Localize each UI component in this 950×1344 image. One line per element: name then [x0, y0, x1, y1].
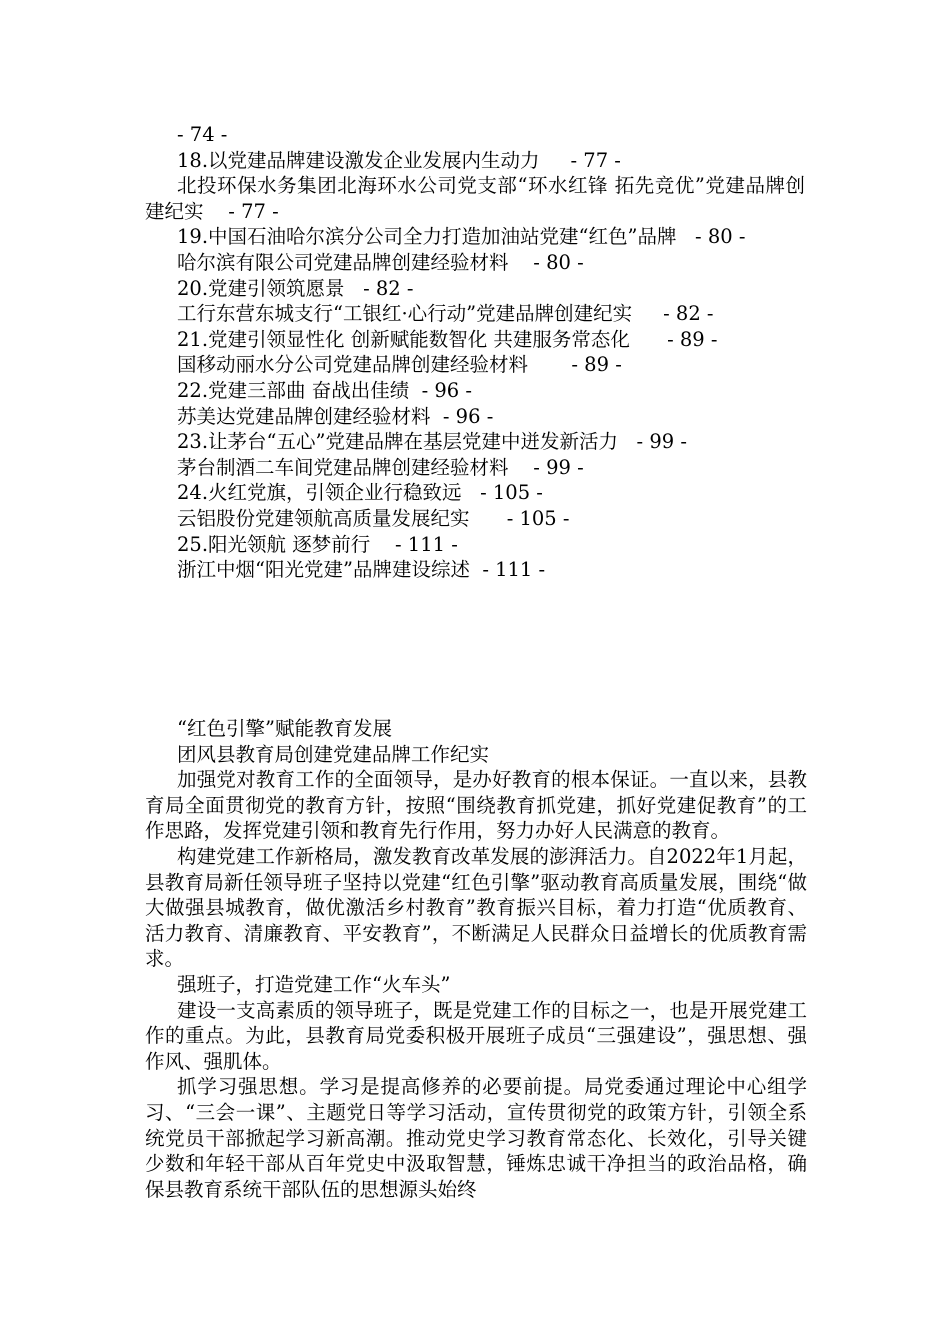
toc-line: 24.火红党旗，引领企业行稳致远 - 105 - [177, 481, 543, 505]
section-heading: 强班子，打造党建工作“火车头” [177, 972, 451, 996]
toc-line: - 74 - [177, 123, 228, 146]
toc-line: 22.党建三部曲 奋战出佳绩 - 96 - [177, 378, 472, 402]
toc-line: 18.以党建品牌建设激发企业发展内生动力 - 77 - [177, 148, 621, 172]
paragraph: 构建党建工作新格局，激发教育改革发展的澎湃活力。自2022年1月起，县教育局新任领导班子坚持以党建“红色引擎”驱动教育高质量发展，围绕“做大做强县城教育，做优激活乡村教育”教育振兴目标，着力打造“优质教育、活力教育、清廉教育、平安教育”，不断满足人民群众日益增长的优质教育需求。 [145, 844, 807, 971]
article-title: “红色引擎”赋能教育发展 [177, 717, 392, 740]
toc-line: 苏美达党建品牌创建经验材料 - 96 - [177, 404, 494, 428]
paragraph: 加强党对教育工作的全面领导，是办好教育的根本保证。一直以来，县教育局全面贯彻党的教育方针，按照“围绕教育抓党建，抓好党建促教育”的工作思路，发挥党建引领和教育先行作用，努力办好人民满意的教育。 [145, 768, 807, 843]
article-body [145, 716, 807, 1202]
toc-line: 19.中国石油哈尔滨分公司全力打造加油站党建“红色”品牌 - 80 - [177, 225, 746, 249]
table-of-contents [145, 122, 805, 583]
toc-line: 哈尔滨有限公司党建品牌创建经验材料 - 80 - [177, 250, 584, 274]
toc-line: 21.党建引领显性化 创新赋能数智化 共建服务常态化 - 89 - [177, 327, 718, 351]
toc-line: 北投环保水务集团北海环水公司党支部“环水红锋 拓先竞优”党建品牌创建纪实 - 77 - [145, 174, 805, 223]
toc-line: 云铝股份党建领航高质量发展纪实 - 105 - [177, 506, 570, 530]
paragraph: 建设一支高素质的领导班子，既是党建工作的目标之一，也是开展党建工作的重点。为此，县教育局党委积极开展班子成员“三强建设”，强思想、强作风、强肌体。 [145, 998, 807, 1073]
toc-line: 浙江中烟“阳光党建”品牌建设综述 - 111 - [177, 558, 546, 582]
toc-line: 工行东营东城支行“工银红·心行动”党建品牌创建纪实 - 82 - [177, 302, 714, 326]
paragraph: 抓学习强思想。学习是提高修养的必要前提。局党委通过理论中心组学习、“三会一课”、主题党日等学习活动，宣传贯彻党的政策方针，引领全系统党员干部掀起学习新高潮。推动党史学习教育常态化、长效化，引导关键少数和年轻干部从百年党史中汲取智慧，锤炼忠诚干净担当的政治品格，确保县教育系统干部队伍的思想源头始终 [145, 1075, 807, 1201]
article-subtitle: 团风县教育局创建党建品牌工作纪实 [177, 742, 490, 766]
toc-line: 25.阳光领航 逐梦前行 - 111 - [177, 532, 458, 556]
toc-line: 23.让茅台“五心”党建品牌在基层党建中迸发新活力 - 99 - [177, 430, 687, 454]
toc-line: 国移动丽水分公司党建品牌创建经验材料 - 89 - [177, 353, 622, 377]
toc-line: 茅台制酒二车间党建品牌创建经验材料 - 99 - [177, 455, 584, 479]
toc-line: 20.党建引领筑愿景 - 82 - [177, 276, 414, 300]
